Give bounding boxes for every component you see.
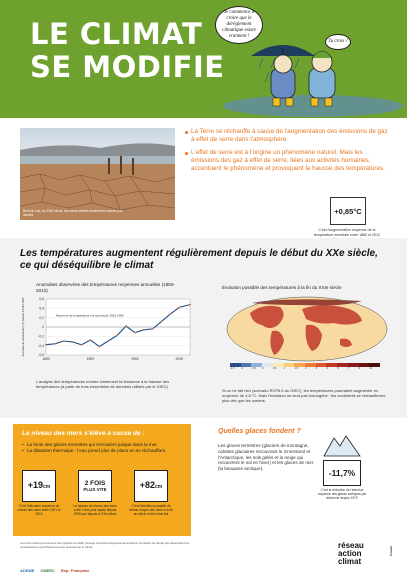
map-legend-swatch: [240, 363, 252, 370]
map-legend-swatch: [230, 363, 241, 370]
speech-bubble-1: [215, 6, 263, 44]
temperature-chart-svg: [20, 295, 198, 365]
map-caption: Si on ne fait rien (scénario RCP8.5 du GIEC), les températures pourraient augmenter en moyenne de 4,8 °C. Mais l'évolution ne sera pas homogène : les continents se réchaufferont plus vite que les océans.: [222, 388, 386, 403]
rac-line-2: action: [338, 549, 362, 558]
title-line-1: LE CLIMAT: [30, 17, 203, 51]
chart-x-tick-label: 1900: [86, 357, 95, 361]
sea-badge-3-number: +82: [139, 480, 156, 490]
rac-country: France: [389, 546, 393, 556]
map-legend-swatch: [294, 363, 305, 370]
chart-data-point: [98, 346, 100, 348]
map-legend-label: -1,5: [230, 367, 235, 370]
map-legend-label: 0,5: [272, 367, 277, 370]
map-legend-swatch: [262, 363, 273, 370]
chart-x-tick-label: 1850: [42, 357, 50, 361]
rac-line-1: réseau: [338, 541, 364, 550]
sea-badge-1-number: +19: [27, 480, 44, 490]
sea-badge-1-caption: C'est l'élévation moyenne du niveau des mers entre 1901 et 2010: [17, 504, 61, 516]
drought-photo-image: [20, 128, 175, 220]
sea-badge-3-unit: cm: [155, 484, 163, 490]
chart-title: Anomalies observées des températures moyennes annuelles (1850-2012): [36, 282, 175, 293]
chart-data-point: [54, 343, 56, 345]
sea-level-title: Le niveau des mers s'élève à cause de :: [22, 430, 145, 437]
map-legend-label: 9: [358, 367, 361, 370]
chart-data-point: [143, 329, 145, 331]
chart-data-point: [170, 313, 172, 315]
chart-data-point: [189, 304, 191, 306]
projection-map: [222, 295, 392, 371]
intro-bullet-2: L'effet de serre est à l'origine un phénomène naturel. Mais les émissions des gaz à effet de serre, liées aux activités humaines, accentuent le phénomène et provoquent la hausse des températures.: [185, 149, 390, 173]
sea-badge-2-unit: PLUS VITE: [83, 487, 107, 492]
chart-data-point: [116, 335, 118, 337]
map-legend: [230, 363, 380, 371]
map-legend-label: 7: [347, 367, 350, 370]
map-legend-swatch: [337, 363, 348, 370]
map-legend-swatch: [272, 363, 284, 370]
map-legend-swatch: [369, 363, 380, 370]
temperature-increase-value: +0,85°C: [334, 206, 362, 216]
map-legend-swatch: [347, 363, 359, 370]
arctic-ice-value: -11,7%: [328, 468, 356, 478]
chart-data-point: [178, 307, 180, 309]
chart-annotation: Moyenne de température sur la période 1961-1990: [56, 313, 124, 318]
sea-cause-1: • La fonte des glaces terrestres qui s'écoulent jusque dans la mer.: [22, 442, 182, 448]
map-legend-label: 1: [283, 367, 286, 370]
chart-data-point: [90, 339, 92, 341]
temperature-increase-caption: C'est l'augmentation moyenne de la température mondiale entre 1880 et 2012: [313, 228, 381, 237]
sea-badge-2-caption: La hausse du niveau des mers a été 2 fois plus rapide depuis 1993 que depuis le XXe siècle: [73, 504, 117, 516]
map-legend-swatch: [315, 363, 327, 370]
chart-caption: L'analyse des températures montre clairement la tendance à la hausse des températures (à partir de trois ensembles de données utilisés par le GIEC).: [36, 379, 170, 389]
map-legend-swatch: [305, 363, 316, 370]
sea-badge-1: [22, 470, 56, 502]
sea-badge-2: [78, 470, 112, 502]
ice-icon: [322, 432, 362, 458]
speech-bubble-1-text: Je commence à croire que le dérèglement climatique existe vraiment !: [222, 10, 256, 39]
sea-badge-2-value: 2 FOIS: [84, 480, 106, 487]
map-title: Évolution possible des températures à la fin du XXIe siècle: [222, 285, 342, 290]
chart-y-tick-label: 0,6: [39, 297, 44, 302]
reseau-action-climat-logo: [338, 542, 393, 566]
chart-data-point: [134, 332, 136, 334]
temperature-chart: [20, 295, 198, 365]
temperature-increase-badge: [330, 197, 366, 225]
chart-y-tick-label: -0,2: [38, 334, 44, 339]
chart-x-tick-label: 1950: [131, 357, 139, 361]
chart-y-tick-label: 0,4: [39, 306, 44, 311]
chart-y-tick-label: -0,6: [38, 353, 44, 358]
glaciers-title: Quelles glaces fondent ?: [218, 428, 301, 435]
map-legend-label: -0,5: [251, 367, 256, 370]
map-legend-swatch: [358, 363, 370, 370]
arctic-ice-caption: C'est la réduction de l'étendue moyenne des glaces arctiques par décennie depuis 1979: [317, 488, 367, 500]
map-legend-label: 11: [369, 367, 373, 370]
chart-data-point: [63, 340, 65, 342]
arctic-ice-badge: [323, 460, 361, 486]
chart-data-point: [45, 344, 47, 346]
map-legend-label: 5: [337, 367, 339, 370]
chart-data-point: [161, 321, 163, 323]
republique-logo: Rep. Française: [60, 567, 90, 573]
map-legend-label: -1: [240, 367, 244, 370]
photo-caption: Bord du Lac, au XXIe siècle, les zones sèches deviennent encore plus sèches: [23, 209, 123, 217]
chart-x-tick-label: 2000: [175, 357, 184, 361]
rac-line-3: climat: [338, 557, 362, 566]
map-legend-swatch: [251, 363, 262, 370]
cartoon-illustration: [213, 6, 403, 118]
sources-text: Ces informations proviennent des rapports du GIEC (Groupe d'experts intergouvernemental sur l'évolution du climat) qui rassemblent les connaissances scientifiques les plus récentes sur le climat.: [20, 541, 190, 549]
page-title: [30, 18, 225, 84]
chart-y-axis-label: Anomalie de température (°C) relative à 1961-1990: [22, 297, 25, 357]
drought-photo: [20, 128, 175, 220]
intro-bullet-1: La Terre se réchauffe à cause de l'augmentation des émissions de gaz à effet de serre dans l'atmosphère.: [185, 128, 390, 144]
sea-badge-1-value: [28, 480, 51, 492]
map-legend-label: 3: [315, 367, 318, 370]
glaciers-text: Les glaces terrestres (glaciers de montagne, calottes glaciaires recouvrant le Groenland et l'Antarctique, les sols gelés et la neige qui recouvrent le sol en hiver) et les glaces de mer (la banquise arctique).: [218, 443, 314, 472]
map-legend-label: 4: [326, 367, 328, 370]
map-legend-swatch: [326, 363, 337, 370]
chart-y-tick-label: -0,4: [38, 343, 44, 348]
sea-badge-3-caption: C'est l'élévation possible du niveau moyen des mers à la fin du siècle si rien n'est fait: [128, 504, 174, 516]
chart-y-tick-label: 0: [42, 325, 44, 330]
chart-data-point: [107, 340, 109, 342]
map-legend-label: 1,5: [294, 367, 298, 370]
speech-bubble-2: [325, 34, 351, 50]
sea-badge-3: [134, 470, 168, 502]
world-map-svg: [222, 295, 392, 371]
chart-data-point: [125, 325, 127, 327]
map-legend-swatch: [283, 363, 295, 370]
map-legend-label: 0: [262, 367, 264, 370]
temperature-section-title: Les températures augmentent régulièrement depuis le début du XXe siècle, ce qui déséquilibre le climat: [20, 248, 378, 271]
speech-bubble-2-text: Tu crois ?: [328, 39, 348, 44]
onerc-logo: ONERC: [40, 567, 55, 573]
chart-data-point: [72, 341, 74, 343]
header-banner: [0, 0, 407, 118]
partner-logos: [20, 565, 200, 575]
chart-y-tick-label: 0,2: [39, 315, 44, 320]
sea-level-causes: [22, 442, 182, 454]
chart-data-point: [81, 344, 83, 346]
intro-text: [185, 128, 390, 178]
map-legend-label: 2: [305, 367, 307, 370]
chart-data-point: [152, 328, 154, 330]
title-line-2: SE MODIFIE: [30, 50, 225, 84]
sea-cause-2: • La dilatation thermique : l'eau prend plus de place en se réchauffant.: [22, 448, 182, 454]
sea-badge-1-unit: cm: [43, 484, 51, 490]
ademe-logo: ADEME: [20, 567, 35, 573]
sea-badge-3-value: [140, 480, 163, 492]
